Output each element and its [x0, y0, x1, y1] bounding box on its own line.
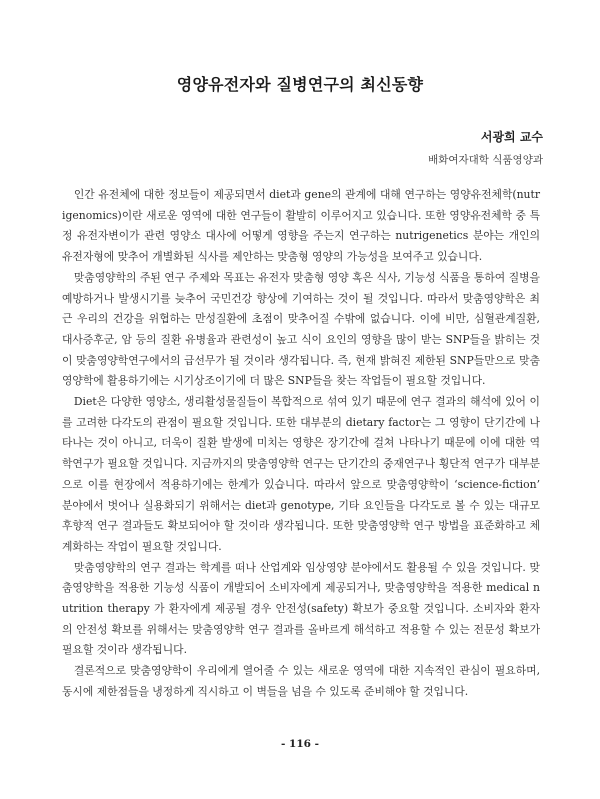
paragraph: Diet은 다양한 영양소, 생리활성물질들이 복합적으로 섞여 있기 때문에 연구 결과의 해석에 있어 이를 고려한 다각도의 관점이 필요할 것입니다. 또한 대부분의 dietary factor는 그 영향이 단기간에 나타나는 것이 아니고, 더욱이 질환 발생에 미치는 영향은 장기간에 걸쳐 나타나기 때문에 이에 대한 역학연구가 필요할 것입니다. 지금까지의 맞춤영양학 연구는 단기간의 중재연구나 횡단적 연구가 대부분으로 이를 현장에서 적용하기에는 한계가 있습니다. 따라서 앞으로 맞춤영양학이 ‘science-fiction’ 분야에서 벗어나 실용화되기 위해서는 diet과 genotype, 기타 요인들을 다각도로 볼 수 있는 대규모 후향적 연구 결과들도 확보되어야 할 것이라 생각됩니다. 또한 맞춤영양학 연구 방법을 표준화하고 체계화하는 작업이 필요할 것입니다. [62, 395, 540, 553]
author-affiliation: 배화여자대학 식품영양과 [428, 154, 543, 166]
paragraph: 결론적으로 맞춤영양학이 우리에게 열어줄 수 있는 새로운 영역에 대한 지속적인 관심이 필요하며, 동시에 제한점들을 냉정하게 직시하고 이 벽들을 넘을 수 있도록 준비해야 할 것입니다. [62, 664, 540, 698]
page-number: - 116 - [281, 738, 319, 750]
paragraph: 인간 유전체에 대한 정보들이 제공되면서 diet과 gene의 관계에 대해 연구하는 영양유전체학(nutrigenomics)이란 새로운 영역에 대한 연구들이 활발히 이루어지고 있습니다. 또한 영양유전체학 중 특정 유전자변이가 관련 영양소 대사에 어떻게 영향을 주는지 연구하는 nutrigenetics 분야는 개인의 유전자형에 맞추어 개별화된 식사를 제안하는 맞춤형 영양의 가능성을 보여주고 있습니다. [62, 188, 540, 264]
paragraph: 맞춤영양학의 연구 결과는 학계를 떠나 산업계와 임상영양 분야에서도 활용될 수 있을 것입니다. 맞춤영양학을 적용한 기능성 식품이 개발되어 소비자에게 제공되거나, 맞춤영양학을 적용한 medical nutrition therapy 가 환자에게 제공될 경우 안전성(safety) 확보가 중요할 것입니다. 소비자와 환자의 안전성 확보를 위해서는 맞춤영양학 연구 결과를 올바르게 해석하고 적용할 수 있는 전문성 확보가 필요할 것이라 생각됩니다. [62, 560, 540, 657]
paragraph: 맞춤영양학의 주된 연구 주제와 목표는 유전자 맞춤형 영양 혹은 식사, 기능성 식품을 통하여 질병을 예방하거나 발생시기를 늦추어 국민건강 향상에 기여하는 것이 될 것입니다. 따라서 맞춤영양학은 최근 우리의 건강을 위협하는 만성질환에 초점이 맞추어질 수밖에 없습니다. 이에 비만, 심혈관계질환, 대사증후군, 암 등의 질환 유병율과 관련성이 높고 식이 요인의 영향을 많이 받는 SNP들을 밝히는 것이 맞춤영양학연구에서의 급선무가 될 것이라 생각됩니다. 즉, 현재 밝혀진 제한된 SNP들만으로 맞춤영양학에 활용하기에는 시기상조이기에 더 많은 SNP들을 찾는 작업들이 필요할 것입니다. [62, 270, 540, 388]
document-title: 영양유전자와 질병연구의 최신동향 [176, 75, 424, 94]
article-body [62, 185, 540, 703]
author-name: 서광희 교수 [480, 130, 543, 144]
